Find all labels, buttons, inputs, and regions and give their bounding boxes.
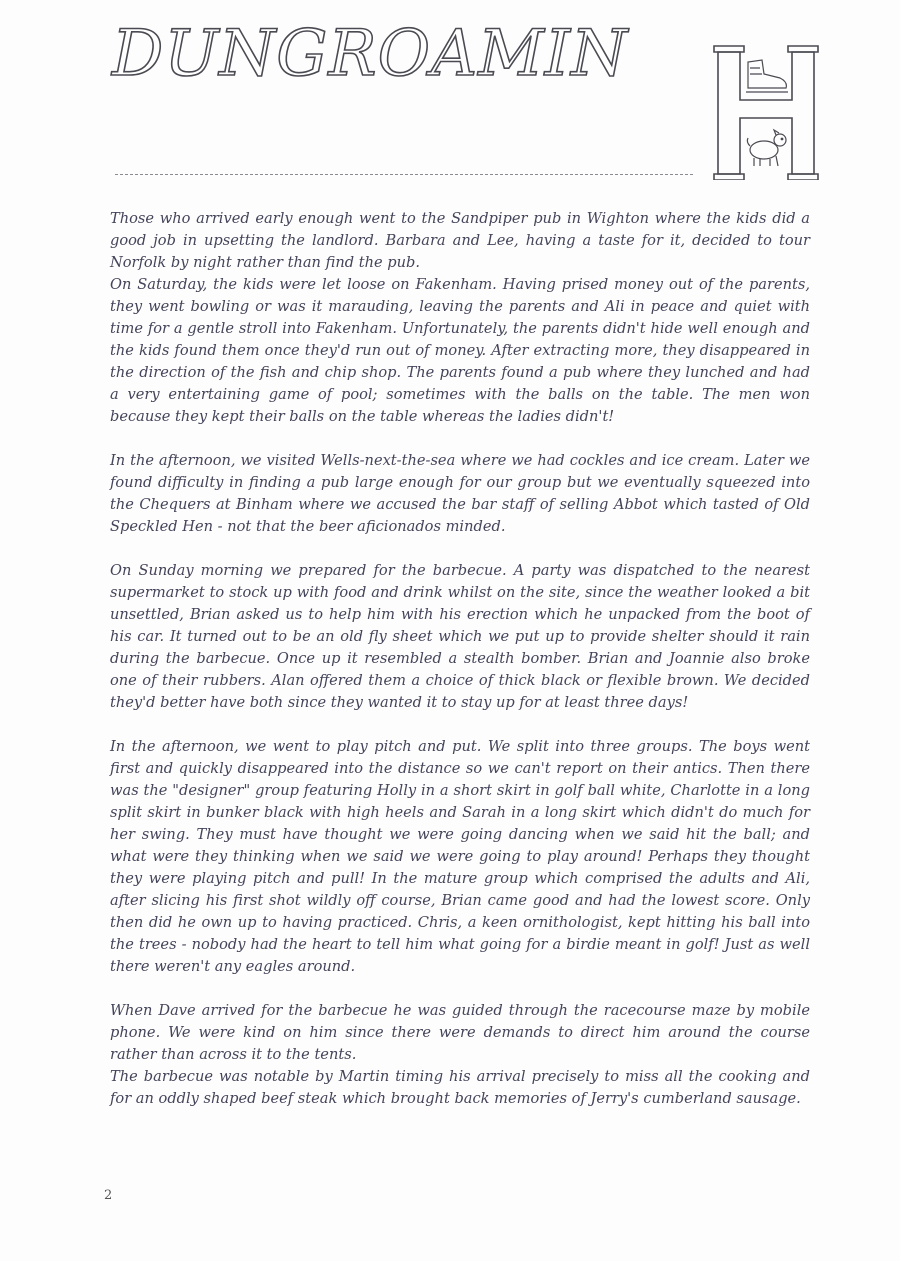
paragraph-sunday: On Sunday morning we prepared for the barbecue. A party was dispatched to the nearest supermarket to stock up with food and drink whilst on the site, since the weather looked a bit unsettled, Brian asked us to help him with his erection which he unpacked from the boot of his car. It turned out to be an old fly sheet which we put up to provide shelter should it rain during the barbecue. Once up it resembled a stealth bomber. Brian and Joannie also broke one of their rubbers. Alan offered them a choice of thick black or flexible brown. We decided they'd better have both since they wanted it to stay up for at least three days!	[110, 562, 810, 711]
paragraph-dave-arrival: When Dave arrived for the barbecue he was guided through the racecourse maze by mobile phone. We were kind on him since there were demands to direct him around the course rather than across it to the tents.	[110, 1002, 810, 1063]
article-body	[110, 208, 810, 1110]
dog-icon	[747, 130, 786, 166]
paragraph-saturday: On Saturday, the kids were let loose on Fakenham. Having prised money out of the parents, they went bowling or was it marauding, leaving the parents and Ali in peace and quiet with time for a gentle stroll into Fakenham. Unfortunately, the parents didn't hide well enough and the kids found them once they'd run out of money. After extracting more, they disappeared in the direction of the fish and chip shop. The parents found a pub where they lunched and had a very entertaining game of pool; sometimes with the balls on the table. The men won because they kept their balls on the table whereas the ladies didn't!	[110, 276, 810, 425]
paragraph-pitch-and-put: In the afternoon, we went to play pitch and put. We split into three groups. The boys went first and quickly disappeared into the distance so we can't report on their antics. Then there was the "designer" group featuring Holly in a short skirt in golf ball white, Charlotte in a long split skirt in bunker black with high heels and Sarah in a long skirt which didn't do much for her swing. They must have thought we were going dancing when we said hit the ball; and what were they thinking when we said we were going to play around! Perhaps they thought they were playing pitch and pull! In the mature group which comprised the adults and Ali, after slicing his first shot wildly off course, Brian came good and had the lowest score. Only then did he own up to having practiced. Chris, a keen ornithologist, kept hitting his ball into the trees - nobody had the heart to tell him what going for a birdie meant in golf! Just as well there weren't any eagles around.	[110, 738, 810, 975]
boot-icon	[746, 60, 788, 92]
page-number: 2	[104, 1188, 113, 1203]
masthead-rule	[115, 174, 693, 175]
paragraph-friday: Those who arrived early enough went to the Sandpiper pub in Wighton where the kids did a good job in upsetting the landlord. Barbara and Lee, having a taste for it, decided to tour Norfolk by night rather than find the pub.	[110, 210, 810, 271]
paragraph-barbecue: The barbecue was notable by Martin timing his arrival precisely to miss all the cooking and for an oddly shaped beef steak which brought back memories of Jerry's cumberland sausage.	[110, 1068, 810, 1107]
masthead-title: DUNGROAMIN	[112, 17, 629, 91]
paragraph-afternoon-wells: In the afternoon, we visited Wells-next-the-sea where we had cockles and ice cream. Later we found difficulty in finding a pub large enough for our group but we eventually squeezed into the Chequers at Binham where we accused the bar staff of selling Abbot which tasted of Old Speckled Hen - not that the beer aficionados minded.	[110, 452, 810, 535]
letter-h-logo	[714, 46, 818, 180]
masthead-logo	[710, 38, 822, 180]
